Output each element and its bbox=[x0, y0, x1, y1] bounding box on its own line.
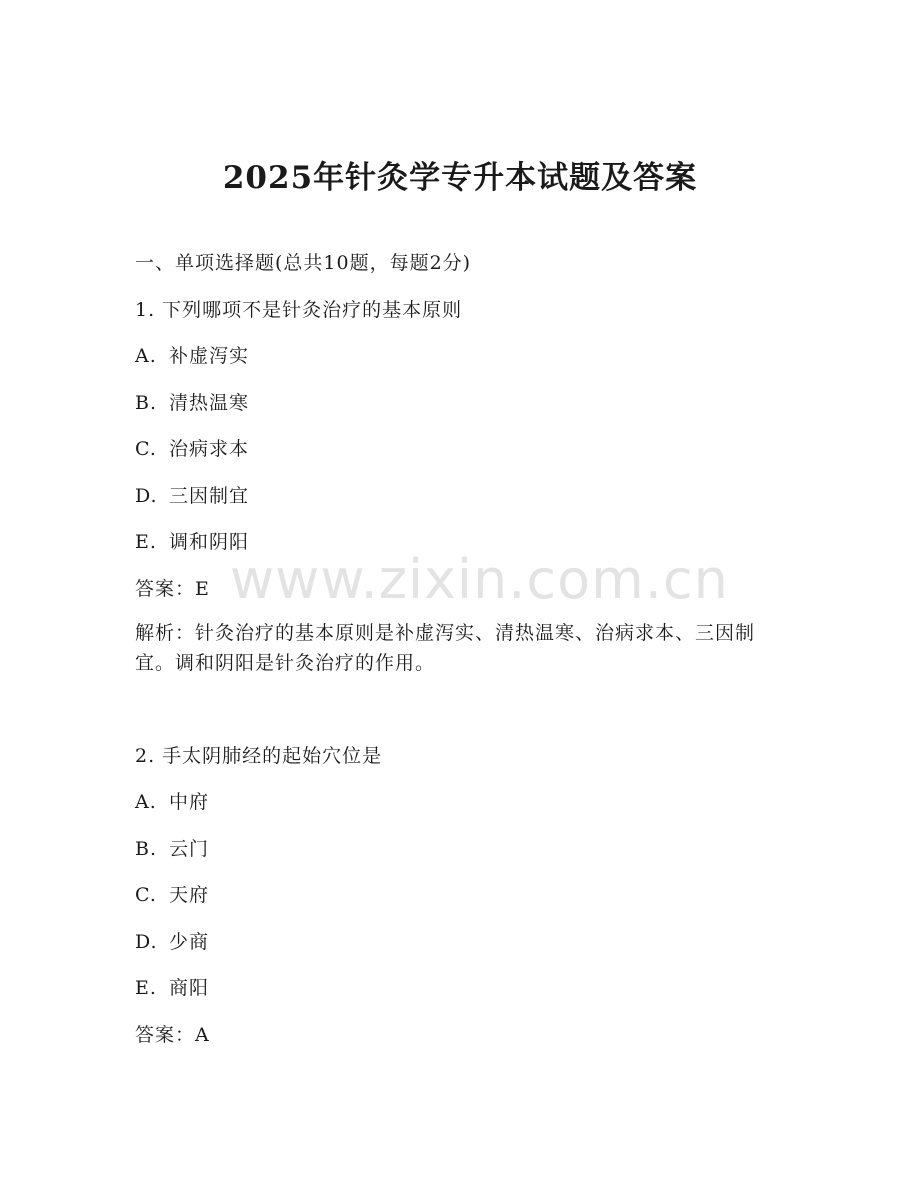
option-a bbox=[135, 339, 775, 373]
option-text: 商阳 bbox=[169, 977, 210, 999]
option-text: 补虚泻实 bbox=[169, 345, 250, 367]
question-spacer bbox=[135, 691, 775, 739]
option-letter: A. bbox=[135, 345, 157, 367]
option-letter: D. bbox=[135, 484, 158, 507]
question-stem: 1. 下列哪项不是针灸治疗的基本原则 bbox=[135, 298, 463, 321]
option-letter: D. bbox=[135, 930, 158, 953]
option-letter: A. bbox=[135, 791, 157, 813]
document-content bbox=[135, 246, 775, 1064]
question-2 bbox=[135, 739, 775, 1052]
question-stem: 2. 手太阴肺经的起始穴位是 bbox=[135, 744, 383, 767]
question-1 bbox=[135, 293, 775, 679]
option-letter: C. bbox=[135, 438, 157, 460]
watermark: www.zixin.com.cn bbox=[230, 548, 729, 611]
option-a bbox=[135, 785, 775, 819]
option-e bbox=[135, 971, 775, 1005]
option-d bbox=[135, 925, 775, 959]
option-text: 天府 bbox=[169, 884, 210, 906]
option-letter: B. bbox=[135, 837, 158, 860]
option-letter: B. bbox=[135, 391, 158, 414]
option-b bbox=[135, 832, 775, 866]
section-heading: 一、单项选择题(总共10题，每题2分) bbox=[135, 252, 472, 274]
option-text: 三因制宜 bbox=[169, 484, 250, 507]
option-text: 中府 bbox=[169, 791, 210, 813]
option-letter: E. bbox=[135, 977, 157, 999]
option-text: 少商 bbox=[169, 930, 210, 953]
answer: 答案：E bbox=[135, 577, 210, 600]
option-text: 调和阴阳 bbox=[169, 531, 250, 553]
answer: 答案：A bbox=[135, 1023, 210, 1046]
document-title: 2025年针灸学专升本试题及答案 bbox=[222, 160, 698, 196]
option-d bbox=[135, 479, 775, 513]
option-e bbox=[135, 525, 775, 559]
option-letter: E. bbox=[135, 531, 157, 553]
option-c bbox=[135, 432, 775, 466]
option-letter: C. bbox=[135, 884, 157, 906]
option-c bbox=[135, 878, 775, 912]
option-text: 治病求本 bbox=[169, 438, 250, 460]
option-text: 清热温寒 bbox=[169, 391, 250, 414]
analysis: 解析：针灸治疗的基本原则是补虚泻实、清热温寒、治病求本、三因制宜。调和阴阳是针灸治疗的作用。 bbox=[135, 622, 756, 674]
option-text: 云门 bbox=[169, 837, 210, 860]
option-b bbox=[135, 386, 775, 420]
